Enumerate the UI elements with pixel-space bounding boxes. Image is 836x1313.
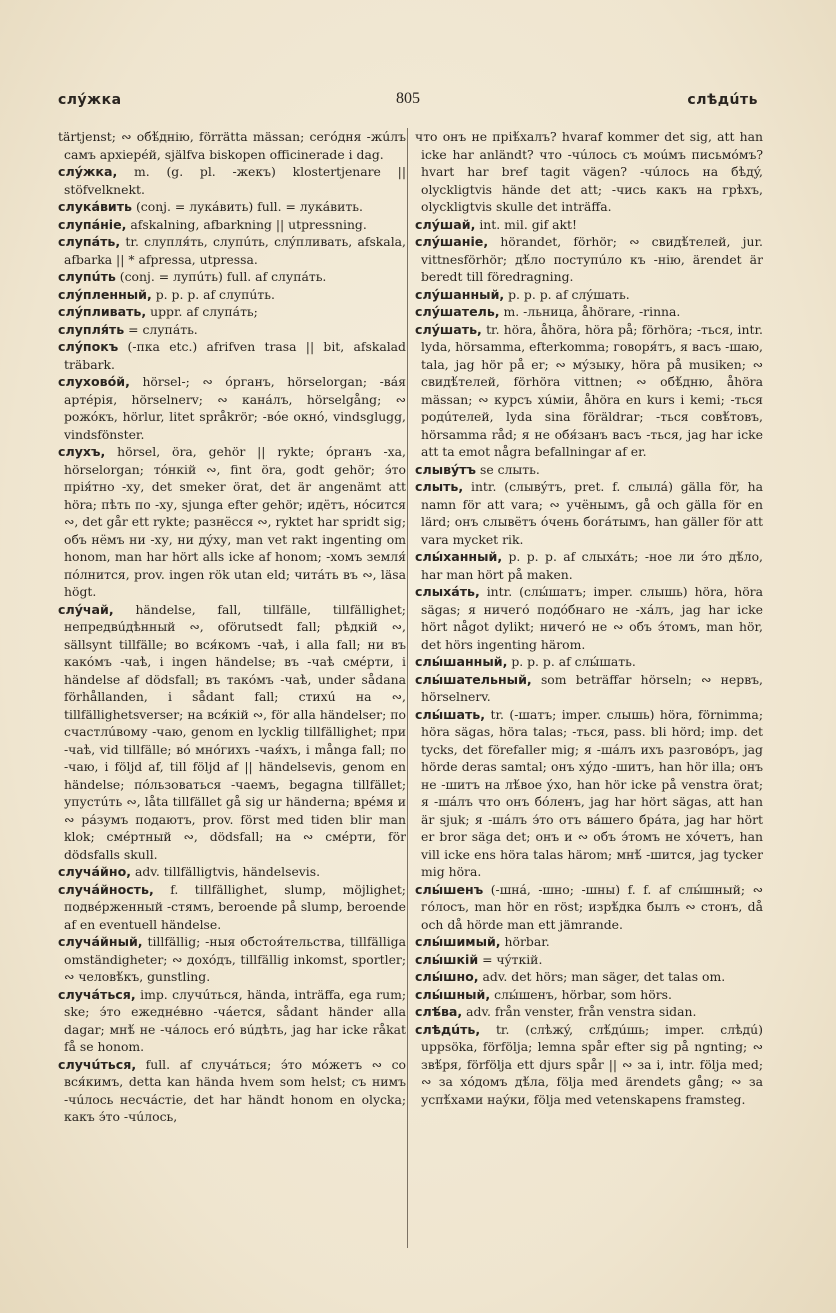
- dictionary-entry: [58, 233, 406, 268]
- dictionary-entry: [415, 986, 763, 1004]
- entry-headword: слýшатель,: [415, 304, 500, 319]
- entry-headword: слýшаніе,: [415, 234, 489, 249]
- entry-headword: случúться,: [58, 1056, 137, 1072]
- dictionary-entry: [415, 968, 763, 986]
- entry-headword: слы́шать,: [415, 706, 485, 722]
- entry-headword: случáйно,: [58, 864, 132, 879]
- entry-definition: tr. höra, åhöra, höra på; förhöra; -ться, intr. lyda, hörsamma, efterkomma; говоря́тъ, я васъ -шаю, tala, jag hör på er; ∾ мýзыку, höra på musiken; ∾ свидѣ́телей, förhöra vittnen; ∾ обѣ́дню, åhöra mässan; ∾ курсъ хúміи, åhöra en kurs i kemi; -ться родúтелей, lyda sina föräldrar; -ться совѣ́товъ, hörsamma råd; я не обя́занъ васъ -ться, jag har icke att ta emot några befallningar af er.: [421, 321, 763, 459]
- dictionary-entry: [415, 286, 763, 304]
- entry-definition: (-пка etc.) afrifven trasa || bit, afskalad träbark.: [64, 339, 406, 372]
- dictionary-entry: [58, 1056, 406, 1126]
- entry-definition: m. (g. pl. -жекъ) klostertjenare || stöfvelknekt.: [64, 164, 406, 197]
- entry-headword: слупáть,: [58, 234, 121, 249]
- dictionary-entry: [415, 1003, 763, 1021]
- entry-definition: tr. слупля́ть, слупúть, слýпливать, afskala, afbarka || * afpressa, utpressa.: [64, 234, 406, 267]
- entry-definition: hörbar.: [504, 934, 550, 949]
- entry-headword: слѣ́ва,: [415, 1004, 463, 1019]
- entry-headword: слуховóй,: [58, 374, 130, 389]
- dictionary-entry: [415, 583, 763, 653]
- dictionary-entry: [58, 321, 406, 339]
- entry-definition: hörandet, förhör; ∾ свидѣ́телей, jur. vittnesförhör; дѣ́ло поступúло къ -нію, ärendet är beredt till föredragning.: [421, 234, 763, 284]
- entry-definition: tärtjenst; ∾ обѣ́днію, förrätta mässan; сегóдня -жúлъ самъ архіерéй, själfva biskopen officinerade i dag.: [58, 129, 406, 162]
- entry-headword: слы́шно,: [415, 969, 479, 984]
- entry-headword: слýчай,: [58, 601, 114, 617]
- entry-headword: слýпленный,: [58, 286, 152, 302]
- dictionary-entry: [58, 216, 406, 234]
- dictionary-entry: [58, 863, 406, 881]
- dictionary-entry: [415, 706, 763, 881]
- entry-headword: слы́шный,: [415, 986, 491, 1002]
- entry-headword: слухъ,: [58, 444, 106, 459]
- entry-headword: слукáвить: [58, 199, 133, 214]
- entry-definition: p. p. p. af слы́шать.: [511, 654, 636, 669]
- dictionary-entry: [58, 601, 406, 864]
- entry-headword: слыхáть,: [415, 584, 480, 599]
- running-head: [58, 88, 758, 116]
- dictionary-entry: [58, 163, 406, 198]
- entry-definition: int. mil. gif akt!: [479, 216, 577, 232]
- entry-headword: случáйность,: [58, 881, 154, 897]
- header-right-guide-word: слѣдúть: [687, 92, 758, 108]
- entry-definition: intr. (слывýтъ, pret. f. слылá) gälla för, ha namn för att vara; ∾ учёнымъ, gå och gälla för en lärd; онъ слывётъ óчень богáтымъ, han gäller för att vara mycket rik.: [421, 479, 763, 547]
- entry-headword: слýпокъ: [58, 339, 119, 354]
- entry-definition: adv. tillfälligtvis, händelsevis.: [134, 864, 321, 879]
- entry-definition: tr. (слѣжý, слѣ́дúшь; imper. слѣдú) uppsöka, förfölja; lemna spår efter sig på ngnting; ∾ звѣ́ря, förfölja ett djurs spår || ∾ за i, intr. följa med; ∾ за хóдомъ дѣ́ла, följa med ärendets gång; ∾ за успѣ́хами наýки, följa med vetenskapens framsteg.: [421, 1021, 763, 1107]
- entry-headword: слýпливать,: [58, 304, 147, 319]
- entry-headword: слывýтъ: [415, 461, 477, 477]
- dictionary-entry: [415, 128, 763, 216]
- entry-definition: afskalning, afbarkning || utpressning.: [130, 216, 367, 232]
- entry-headword: слупúть: [58, 269, 116, 284]
- column-divider: [407, 128, 408, 1248]
- entry-definition: som beträffar hörseln; ∾ нервъ, hörselnerv.: [421, 671, 763, 704]
- dictionary-entry: [58, 198, 406, 216]
- entry-headword: случáться,: [58, 986, 136, 1002]
- entry-headword: слы́шимый,: [415, 934, 501, 949]
- entry-headword: слы́шкій: [415, 951, 479, 967]
- dictionary-entry: [415, 881, 763, 934]
- dictionary-entry: [58, 881, 406, 934]
- dictionary-entry: [58, 338, 406, 373]
- entry-headword: слы́шательный,: [415, 671, 532, 687]
- entry-definition: uppr. af слупáть;: [150, 304, 258, 319]
- entry-definition: слы́шенъ, hörbar, som hörs.: [494, 986, 672, 1002]
- entry-definition: tr. (-шатъ; imper. слышь) höra, förnimma; höra sägas, höra talas; -ться, pass. bli hörd; imp. det tycks, det förefaller mig; я -шáлъ ихъ разговóръ, jag hörde deras samtal; онъ хýдо -шитъ, han hör illa; онъ не -шитъ на лѣ́вое ýхо, han hör icke på venstra örat; я -шáлъ что онъ бóленъ, jag har hört sägas, att han är sjuk; я -шáлъ э́то отъ вáшего брáта, jag har hört er bror säga det; онъ и ∾ объ э́томъ не хóчетъ, han vill icke ens höra talas härom; мнѣ́ -шится, jag tycker mig höra.: [421, 706, 763, 879]
- entry-definition: adv. från venster, från venstra sidan.: [466, 1004, 697, 1019]
- dictionary-entry: [58, 303, 406, 321]
- entry-definition: f. tillfällighet, slump, möjlighet; подвéрженный -стямъ, beroende på slump, beroende af en eventuell händelse.: [64, 881, 406, 932]
- entry-headword: слупля́ть: [58, 321, 125, 337]
- dictionary-entry: [415, 478, 763, 548]
- entry-headword: слы́шенъ: [415, 881, 484, 897]
- dictionary-entry: [415, 933, 763, 951]
- dictionary-entry: [58, 286, 406, 304]
- dictionary-entry: [58, 268, 406, 286]
- entry-definition: p. p. p. af слыхáть; -ное ли э́то дѣ́ло, har man hört på maken.: [421, 549, 763, 582]
- entry-definition: hörsel-; ∾ óрганъ, hörselorgan; -вáя артéрія, hörselnerv; ∾ канáлъ, hörselgång; ∾ рожóкъ, hörlur, litet språkrör; -вóе окнó, vindsglugg, vindsfönster.: [64, 374, 406, 442]
- dictionary-entry: [415, 233, 763, 286]
- header-left-guide-word: слýжка: [58, 92, 122, 108]
- dictionary-entry: [58, 373, 406, 443]
- entry-definition: m. -льница, åhörare, -rinna.: [503, 304, 681, 319]
- entry-definition: (conj. = лупúть) full. af слупáть.: [119, 269, 327, 284]
- entry-definition: = чýткій.: [482, 951, 543, 967]
- dictionary-entry: [415, 1021, 763, 1109]
- dictionary-entry: [415, 321, 763, 461]
- entry-definition: adv. det hörs; man säger, det talas om.: [482, 969, 726, 984]
- dictionary-entry: [415, 216, 763, 234]
- entry-headword: слýжка,: [58, 164, 118, 179]
- entry-definition: p. p. p. af слýшать.: [508, 286, 630, 302]
- entry-headword: слѣдúть,: [415, 1021, 481, 1037]
- entry-definition: se слыть.: [479, 461, 540, 477]
- entry-definition: händelse, fall, tillfälle, tillfällighet; непредвúдѣнный ∾, oförutsedt fall; рѣдкій ∾, sällsynt tillfälle; во вся́комъ -чаѣ, i alla fall; ни въ какóмъ -чаѣ, i ingen händelse; въ -чаѣ смéрти, i händelse af dödsfall; въ такóмъ -чаѣ, under sådana förhållanden, i sådant fall; стихú на ∾, tillfällighetsverser; на вся́кій ∾, för alla händelser; по счастлúвому -чаю, genom en lycklig tillfällighet; при -чаѣ, vid tillfälle; вó мнóгихъ -чая́хъ, i många fall; по -чаю, i följd af, till följd af || händelsevis, genom en händelse; пóльзоваться -чаемъ, begagna tillfället; упустúть ∾, låta tillfället gå sig ur händerna; врéмя и ∾ рáзумъ подаютъ, prov. först med tiden blir man klok; смéртный ∾, dödsfall; на ∾ смéрти, för dödsfalls skull.: [64, 601, 406, 862]
- dictionary-entry: [415, 653, 763, 671]
- dictionary-entry: [58, 933, 406, 986]
- entry-definition: p. p. p. af слупúть.: [155, 286, 275, 302]
- entry-definition: full. af случáться; э́то мóжетъ ∾ со вся́кимъ, detta kan hända hvem som helst; съ нимъ -чúлось несчáстіе, det har händt honom en olycka; какъ э́то -чúлось,: [64, 1056, 406, 1124]
- entry-headword: слыть,: [415, 479, 464, 494]
- dictionary-entry: [415, 548, 763, 583]
- entry-headword: слы́шанный,: [415, 654, 508, 669]
- entry-headword: слýшанный,: [415, 286, 505, 302]
- entry-definition: imp. случúться, hända, inträffa, ega rum; ske; э́то ежеднéвно -чáется, sådant händer alla dagar; мнѣ́ не -чáлось егó вúдѣть, jag har icke råkat få se honom.: [64, 986, 406, 1054]
- entry-headword: слы́ханный,: [415, 549, 503, 564]
- entry-headword: случáйный,: [58, 934, 143, 949]
- entry-definition: (-шнá, -шно; -шны) f. f. af слы́шный; ∾ гóлосъ, man hör en röst; изрѣ́дка былъ ∾ стонъ, då och då hörde man ett jämrande.: [421, 881, 763, 932]
- entry-definition: tillfällig; -ныя обстоя́тельства, tillfälliga omständigheter; ∾ дохóдъ, tillfällig inkomst, sportler; ∾ человѣ́къ, gunstling.: [64, 934, 406, 984]
- dictionary-entry: [415, 951, 763, 969]
- left-column: [58, 128, 406, 1248]
- entry-definition: hörsel, öra, gehör || rykte; óрганъ -ха, hörselorgan; тóнкій ∾, fint öra, godt gehör; э́то прія́тно -ху, det smeker örat, det är angenämt att höra; пѣть по -ху, sjunga efter gehör; идётъ, нóсится ∾, det går ett rykte; разнёсся ∾, ryktet har spridt sig; объ нёмъ ни -ху, ни дýху, man vet rakt ingenting om honom, man har hört alls icke af honom; -хомъ земля́ пóлнится, prov. ingen rök utan eld; читáть въ ∾, läsa högt.: [64, 444, 406, 599]
- dictionary-entry: [58, 986, 406, 1056]
- entry-definition: (conj. = лукáвить) full. = лукáвить.: [135, 199, 363, 214]
- entry-headword: слýшай,: [415, 216, 476, 232]
- dictionary-entry: [415, 303, 763, 321]
- entry-definition: = слупáть.: [128, 321, 198, 337]
- entry-definition: что онъ не пріѣ́халъ? hvaraf kommer det sig, att han icke har anländt? что -чúлось съ моúмъ письмóмъ? hvart har bref tagit vägen? -чúлось на бѣдý, olyckligtvis hände det att; -чись какъ на грѣхъ, olyckligtvis skulle det inträffa.: [415, 129, 763, 214]
- dictionary-entry: [58, 443, 406, 601]
- page-number: 805: [396, 90, 420, 107]
- entry-definition: intr. (слы́шатъ; imper. слышь) höra, höra sägas; я ничегó подóбнаго не -хáлъ, jag har icke hört något dylikt; ничегó не ∾ объ э́томъ, man hör, det hörs ingenting härom.: [421, 584, 763, 652]
- right-column: [415, 128, 763, 1248]
- entry-headword: слупáніе,: [58, 216, 127, 232]
- dictionary-entry: [415, 671, 763, 706]
- dictionary-entry: [415, 461, 763, 479]
- entry-headword: слýшать,: [415, 321, 482, 337]
- dictionary-entry: [58, 128, 406, 163]
